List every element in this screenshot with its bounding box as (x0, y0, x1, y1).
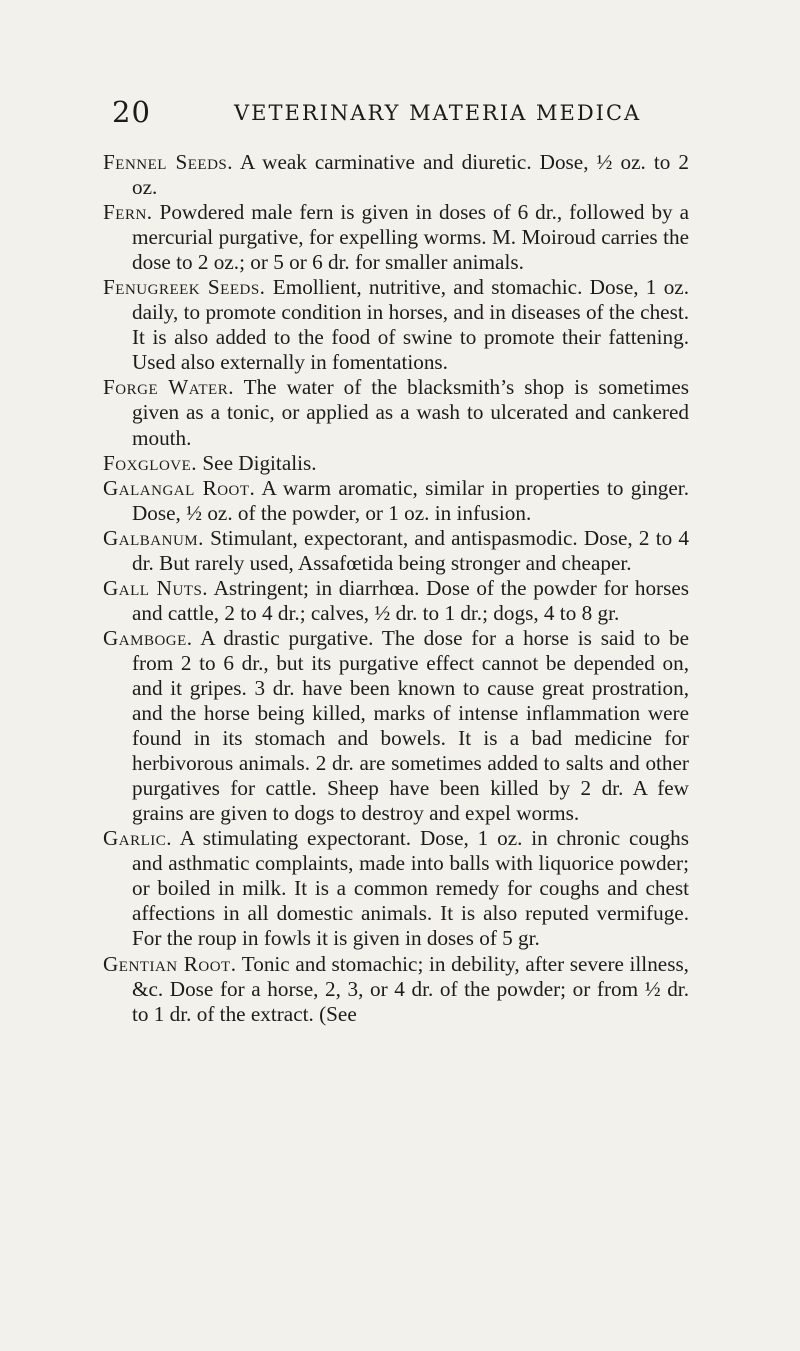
entry-gamboge (103, 626, 689, 826)
entry-text: See Digitalis. (197, 450, 317, 475)
entry-text: A drastic purgative. The dose for a horse is said to be from 2 to 6 dr., but its purgative effect cannot be depended on, and it gripes. 3 dr. have been known to cause great prostration, and the horse being killed, marks of intense inflammation were found in its stomach and bowels. It is a bad medicine for herbivorous animals. 2 dr. are sometimes added to salts and other purgatives for cattle. Sheep have been killed by 2 dr. A few grains are given to dogs to destroy and expel worms. (132, 625, 689, 826)
entry-text: Stimulant, expectorant, and antispasmodic. Dose, 2 to 4 dr. But rarely used, Assafœtida being stronger and cheaper. (132, 525, 689, 575)
entry-fern (103, 200, 689, 275)
entry-text: A weak carminative and diuretic. Dose, ½ oz. to 2 oz. (132, 150, 689, 200)
running-head: VETERINARY MATERIA MEDICA (234, 101, 642, 125)
entry-text: The water of the blacksmith’s shop is sometimes given as a tonic, or applied as a wash to ulcerated and cankered mouth. (132, 375, 689, 450)
entry-garlic (103, 826, 689, 951)
page-number: 20 (112, 95, 151, 129)
entry-fenugreek-seeds (103, 275, 689, 375)
entry-text: A stimulating expectorant. Dose, 1 oz. in chronic coughs and asthmatic complaints, made into balls with liquorice powder; or boiled in milk. It is a common remedy for coughs and chest affections in all domestic animals. It is also reputed vermifuge. For the roup in fowls it is given in doses of 5 gr. (132, 826, 689, 951)
entry-text: Emollient, nutritive, and stomachic. Dose, 1 oz. daily, to promote condition in horses, and in diseases of the chest. It is also added to the food of swine to promote their fattening. Used also externally in fomentations. (132, 275, 689, 375)
entry-fennel-seeds (103, 150, 689, 200)
entry-term: Garlic. (103, 826, 173, 851)
entry-text: Tonic and stomachic; in debility, after severe illness, &c. Dose for a horse, 2, 3, or 4 dr. of the powder; or from ½ dr. to 1 dr. of the extract. (See (132, 951, 689, 1026)
entry-list (103, 150, 689, 1027)
entry-galbanum (103, 526, 689, 576)
entry-term: Fenugreek Seeds. (103, 275, 266, 300)
entry-term: Gentian Root. (103, 951, 237, 976)
entry-term: Foxglove. (103, 450, 198, 475)
entry-term: Fennel Seeds. (103, 150, 234, 174)
entry-forge-water (103, 375, 689, 450)
entry-galangal-root (103, 476, 689, 526)
entry-text: Powdered male fern is given in doses of 6 dr., followed by a mercurial purgative, for expelling worms. M. Moiroud carries the dose to 2 oz.; or 5 or 6 dr. for smaller animals. (132, 200, 689, 275)
entry-gall-nuts (103, 576, 689, 626)
entry-term: Gall Nuts. (103, 575, 209, 600)
page-header (0, 94, 800, 130)
entry-term: Galangal Root. (103, 475, 256, 500)
entry-text: A warm aromatic, similar in properties to ginger. Dose, ½ oz. of the powder, or 1 oz. in infusion. (132, 475, 689, 525)
entry-term: Gamboge. (103, 625, 193, 650)
entry-gentian-root (103, 952, 689, 1027)
entry-term: Forge Water. (103, 375, 235, 400)
entry-foxglove (103, 451, 689, 476)
entry-term: Fern. (103, 200, 153, 225)
entry-text: Astringent; in diarrhœa. Dose of the powder for horses and cattle, 2 to 4 dr.; calves, ½ dr. to 1 dr.; dogs, 4 to 8 gr. (132, 575, 689, 625)
entry-term: Galbanum. (103, 525, 204, 550)
